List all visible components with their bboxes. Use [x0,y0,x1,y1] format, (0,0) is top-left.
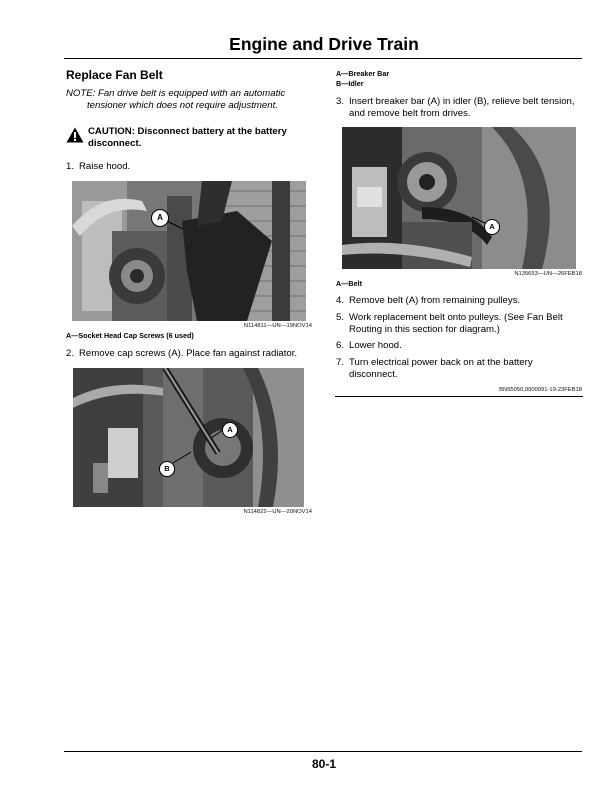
note-line-1: NOTE: Fan drive belt is equipped with an automatic [66,88,286,99]
step-text-line-1: Turn electrical power back on at the battery [349,357,533,368]
step-4 [336,295,586,307]
step-text: Remove belt (A) from remaining pulleys. [349,295,521,306]
callout-a: A [484,219,500,235]
legend-idler: B—Idler [336,78,364,88]
page-title: Engine and Drive Train [229,34,419,54]
step-7 [336,357,586,381]
figure-3-legend: A—Belt [336,279,362,288]
step-text-line-2: disconnect. [349,369,398,380]
callout-b: B [159,461,175,477]
figure-2-photo [73,368,304,507]
step-1 [66,161,130,173]
figure-2-id: N114822—UN—20NOV14 [243,509,312,515]
step-text: Remove cap screws (A). Place fan against radiator. [79,348,298,359]
step-2 [66,348,297,360]
step-text-line-2: and remove belt from drives. [349,108,471,119]
note-block [66,88,316,112]
step-5 [336,312,586,336]
step-text: Lower hood. [349,340,402,351]
step-6 [336,340,586,352]
figure-1-photo [72,181,306,321]
step-number: 4. [336,295,345,306]
legend-breaker-bar: A—Breaker Bar [336,69,390,78]
step-text-line-1: Insert breaker bar (A) in idler (B), relieve belt tension, [349,96,575,107]
section-title: Replace Fan Belt [66,68,163,82]
figure-1-legend: A—Socket Head Cap Screws (6 used) [66,331,194,340]
figure-3-id: N135653—UN—26FEB18 [514,271,582,277]
step-text: Raise hood. [79,161,131,172]
callout-a: A [222,422,238,438]
figure-1-id: N114811—UN—19NOV14 [243,323,312,329]
section-end-rule [335,396,583,397]
note-line-2: tensioner which does not require adjustment. [87,100,278,111]
caution-line-2: disconnect. [88,138,142,149]
step-number: 6. [336,340,345,351]
step-number: 2. [66,348,75,359]
step-number: 3. [336,96,345,107]
callout-a: A [151,209,169,227]
step-text-line-2: Routing in this section for diagram.) [349,324,500,335]
step-3 [336,96,586,120]
caution-text [88,126,318,150]
step-number: 5. [336,312,345,323]
step-number: 1. [66,161,75,172]
figure-2-legend [336,69,389,88]
warning-triangle-icon [66,127,84,143]
step-number: 7. [336,357,345,368]
figure-3-photo [342,127,576,269]
step-text-line-1: Work replacement belt onto pulleys. (See Fan Belt [349,312,563,323]
footer-rule [64,751,582,752]
page-number: 80-1 [311,757,337,771]
caution-line-1: CAUTION: Disconnect battery at the battery [88,126,287,137]
header-rule [64,58,582,59]
doc-reference: BN55050,0000091-19-23FEB18 [499,387,582,393]
